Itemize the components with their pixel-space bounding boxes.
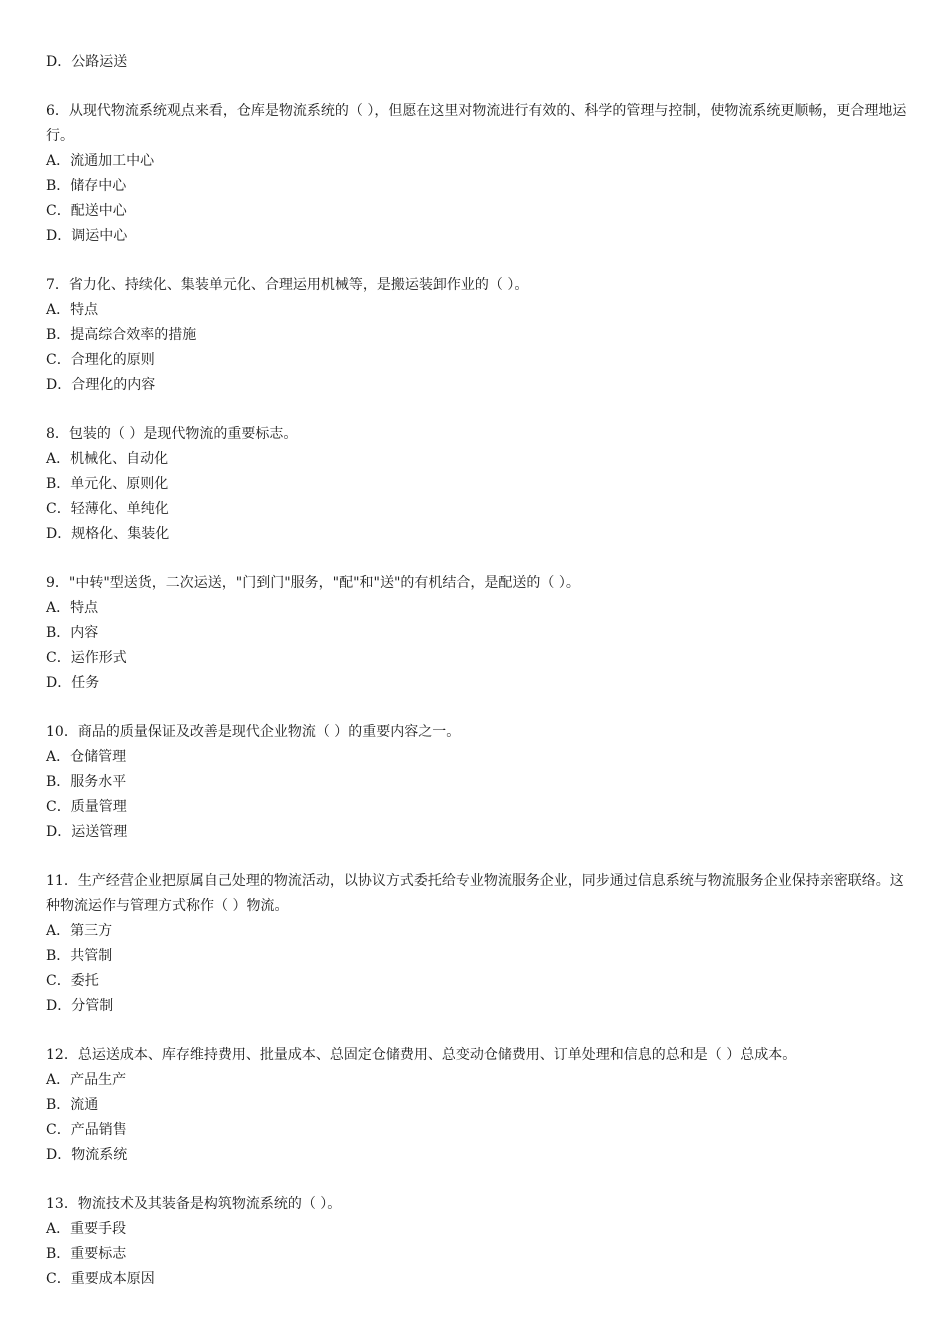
- option-b: B．共管制: [46, 948, 113, 964]
- option-b: B．储存中心: [46, 178, 127, 194]
- question-9: [46, 571, 916, 696]
- option-d: D．运送管理: [46, 824, 128, 840]
- option-a: A．特点: [46, 600, 99, 616]
- spacer: [46, 75, 916, 99]
- option-b: B．单元化、原则化: [46, 476, 169, 492]
- question-stem: 10．商品的质量保证及改善是现代企业物流（ ）的重要内容之一。: [46, 724, 461, 740]
- question-12: [46, 1043, 916, 1168]
- option-b: B．内容: [46, 625, 99, 641]
- option-c: C．轻薄化、单纯化: [46, 501, 169, 517]
- option-b: B．流通: [46, 1097, 99, 1113]
- lead-option: D．公路运送: [46, 54, 128, 70]
- option-b: B．服务水平: [46, 774, 127, 790]
- option-c: C．合理化的原则: [46, 352, 155, 368]
- spacer: [46, 547, 916, 571]
- spacer: [46, 1168, 916, 1192]
- option-d: D．物流系统: [46, 1147, 128, 1163]
- question-stem: 9．"中转"型送货，二次运送，"门到门"服务，"配"和"送"的有机结合，是配送的（ ）。: [46, 575, 580, 591]
- question-stem: 12．总运送成本、库存维持费用、批量成本、总固定仓储费用、总变动仓储费用、订单处理和信息的总和是（ ）总成本。: [46, 1047, 797, 1063]
- option-c: C．产品销售: [46, 1122, 127, 1138]
- option-c: C．重要成本原因: [46, 1271, 155, 1287]
- spacer: [46, 249, 916, 273]
- question-stem: 13．物流技术及其装备是构筑物流系统的（ ）。: [46, 1196, 342, 1212]
- option-b: B．提高综合效率的措施: [46, 327, 197, 343]
- option-a: A．机械化、自动化: [46, 451, 169, 467]
- question-stem: 11．生产经营企业把原属自己处理的物流活动，以协议方式委托给专业物流服务企业，同步通过信息系统与物流服务企业保持亲密联络。这种物流运作与管理方式称作（ ）物流。: [46, 873, 904, 914]
- spacer: [46, 398, 916, 422]
- option-c: C．质量管理: [46, 799, 127, 815]
- spacer: [46, 1019, 916, 1043]
- option-a: A．产品生产: [46, 1072, 127, 1088]
- option-d: D．分管制: [46, 998, 114, 1014]
- option-c: C．委托: [46, 973, 99, 989]
- question-10: [46, 720, 916, 845]
- question-7: [46, 273, 916, 398]
- question-8: [46, 422, 916, 547]
- spacer: [46, 696, 916, 720]
- option-d: D．规格化、集装化: [46, 526, 170, 542]
- option-d: D．任务: [46, 675, 100, 691]
- question-13: [46, 1192, 916, 1292]
- question-stem: 7．省力化、持续化、集装单元化、合理运用机械等，是搬运装卸作业的（ ）。: [46, 277, 529, 293]
- option-a: A．流通加工中心: [46, 153, 155, 169]
- spacer: [46, 845, 916, 869]
- option-d: D．合理化的内容: [46, 377, 156, 393]
- option-a: A．第三方: [46, 923, 113, 939]
- question-stem: 8．包装的（ ）是现代物流的重要标志。: [46, 426, 298, 442]
- option-b: B．重要标志: [46, 1246, 127, 1262]
- question-11: [46, 869, 916, 1019]
- option-a: A．重要手段: [46, 1221, 127, 1237]
- document-page: [46, 50, 916, 1292]
- option-d: D．调运中心: [46, 228, 128, 244]
- question-6: [46, 99, 916, 249]
- option-a: A．特点: [46, 302, 99, 318]
- option-a: A．仓储管理: [46, 749, 127, 765]
- option-c: C．运作形式: [46, 650, 127, 666]
- question-stem: 6．从现代物流系统观点来看，仓库是物流系统的（ ），但愿在这里对物流进行有效的、科学的管理与控制，使物流系统更顺畅，更合理地运行。: [46, 103, 907, 144]
- option-c: C．配送中心: [46, 203, 127, 219]
